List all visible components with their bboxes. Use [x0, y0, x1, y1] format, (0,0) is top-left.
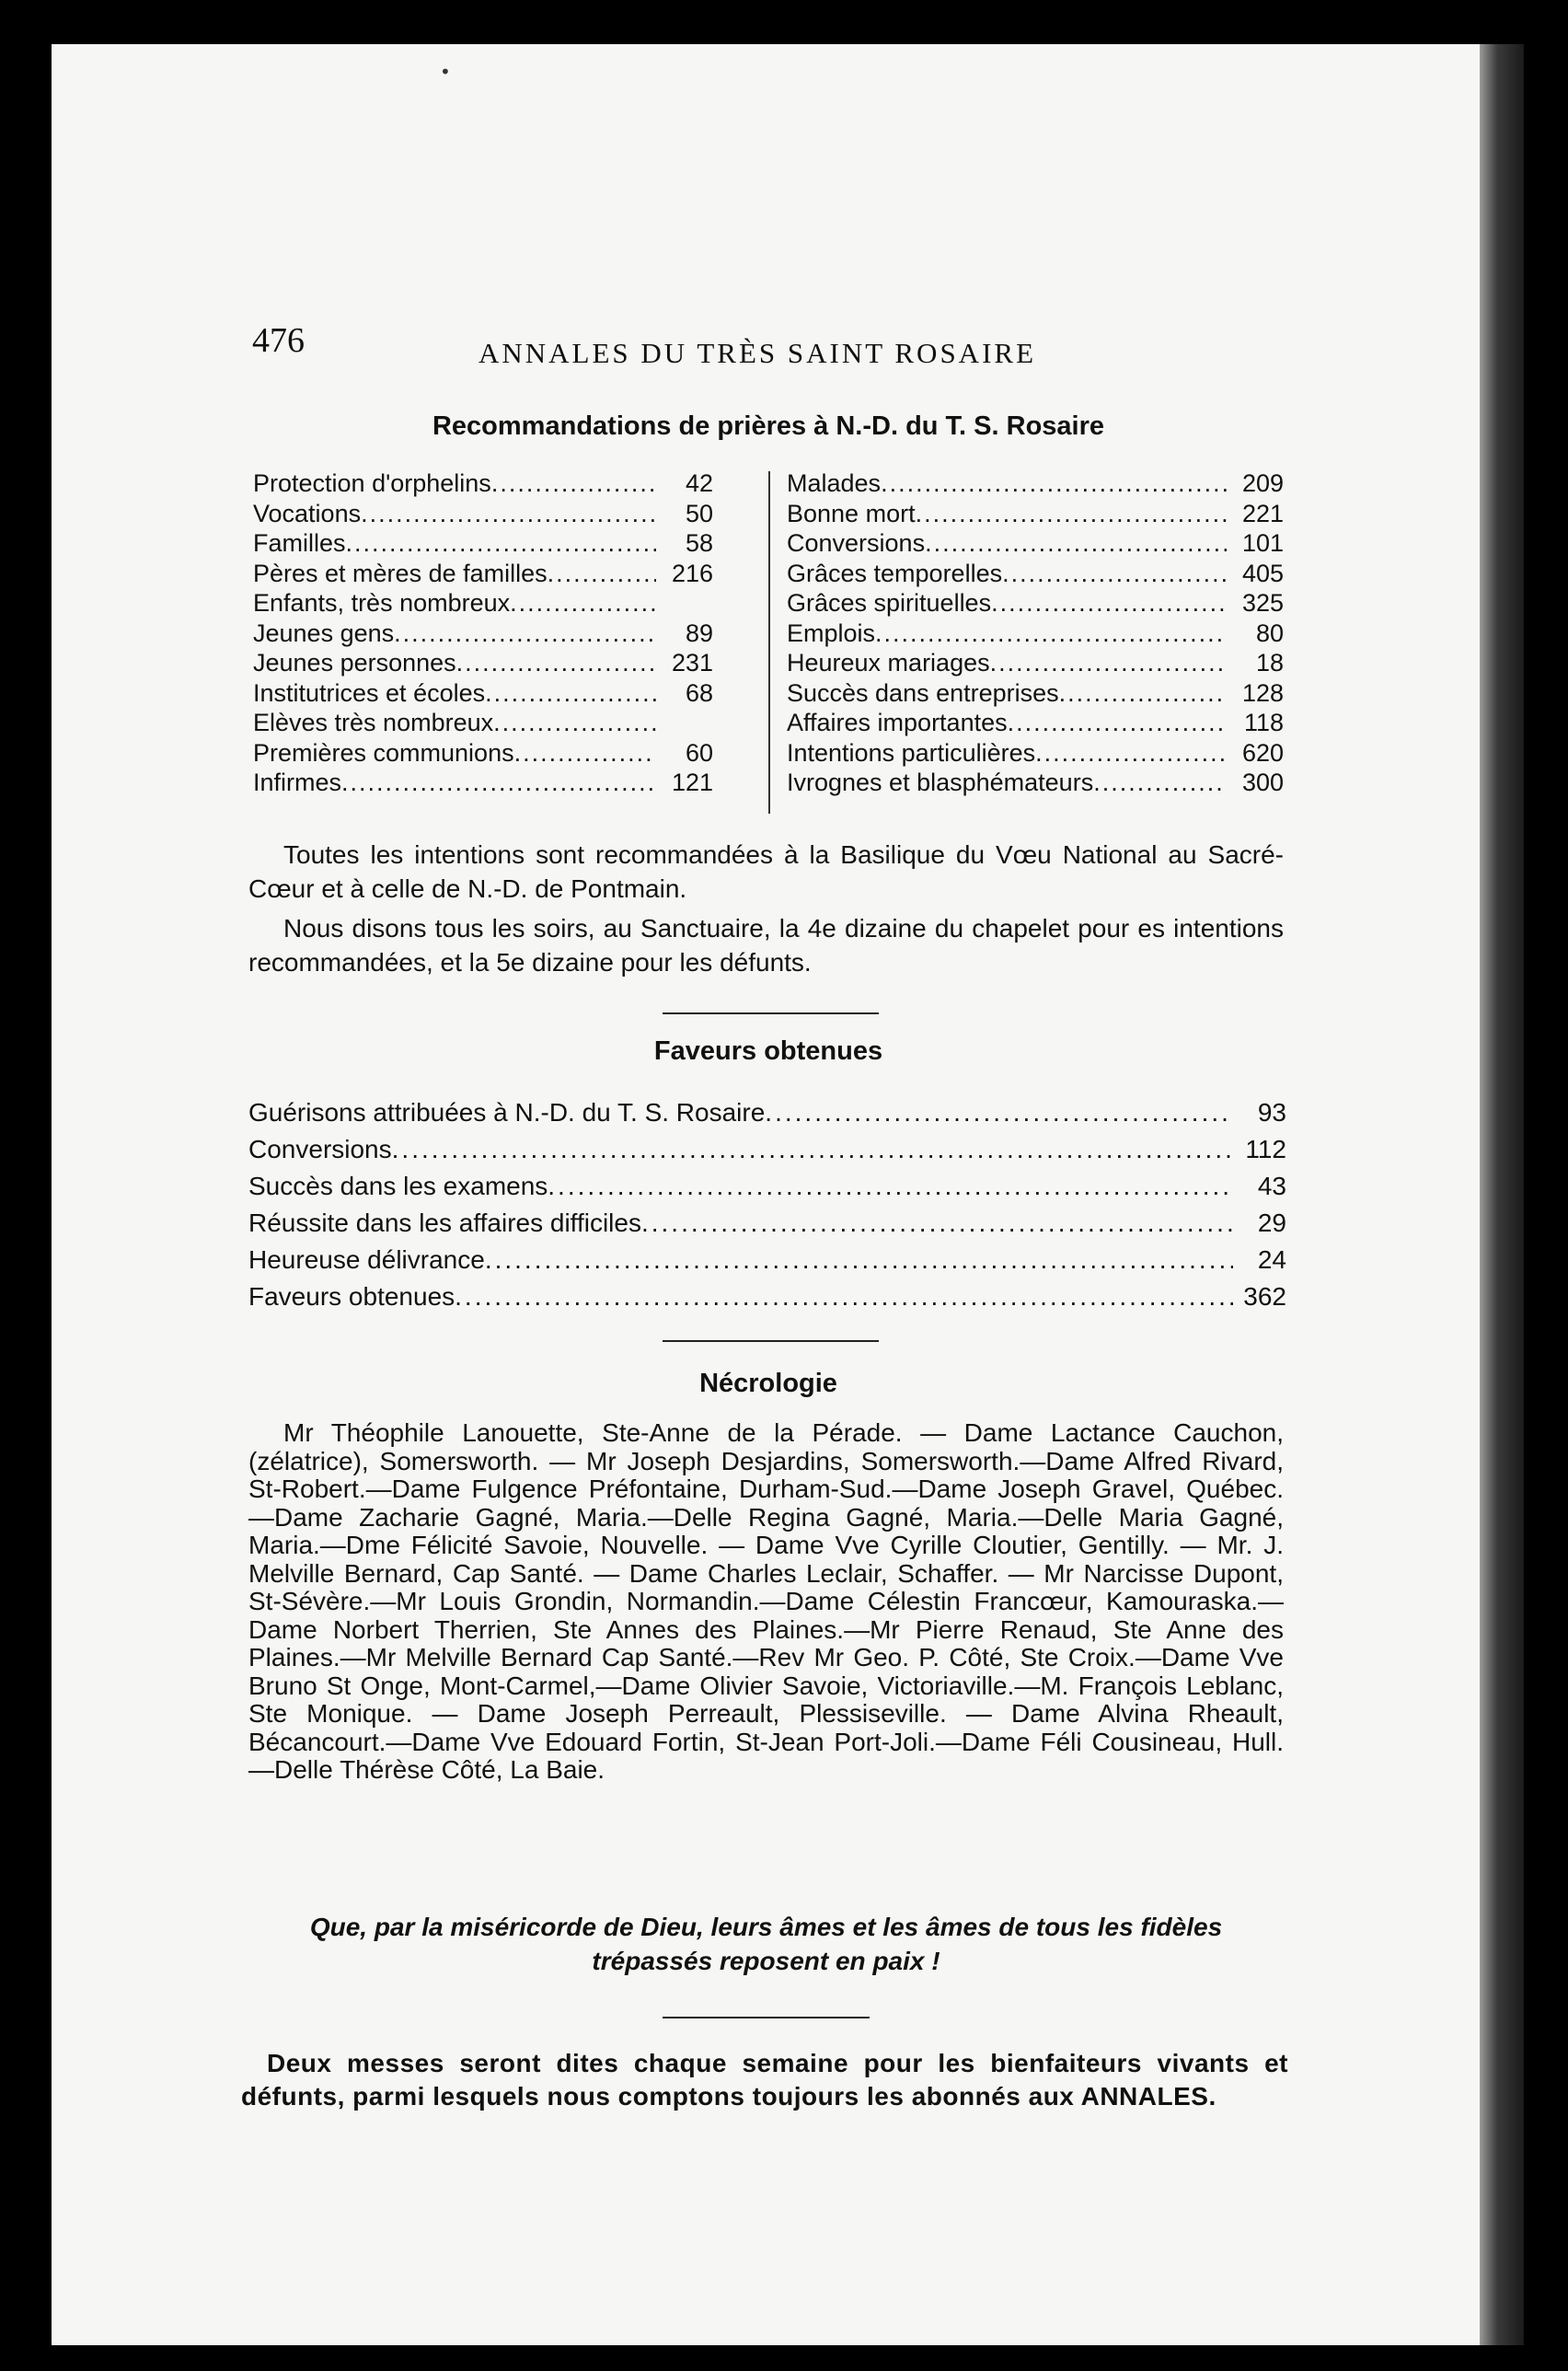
entry-label: Heureuse délivrance [248, 1245, 485, 1274]
leader-dots [392, 1135, 1233, 1172]
faveur-row [248, 1245, 1286, 1282]
leader-dots [1008, 709, 1227, 739]
entry-count: 43 [1257, 1172, 1286, 1200]
entry-count [656, 709, 713, 739]
entry-count: 300 [1241, 769, 1284, 796]
entry-label: Bonne mort [787, 499, 916, 527]
entry-label: Emplois [787, 619, 876, 647]
necrologie-heading: Nécrologie [699, 1369, 837, 1398]
leader-dots [346, 529, 656, 560]
entry-count: 50 [685, 499, 713, 527]
entry-count: 68 [685, 678, 713, 707]
entry-label: Jeunes personnes [253, 649, 456, 677]
column-divider [768, 471, 770, 814]
entry-label: Affaires importantes [787, 709, 1008, 736]
entry-label: Infirmes [253, 769, 342, 796]
recommandation-row [253, 739, 713, 769]
entry-count: 209 [1241, 469, 1284, 497]
entry-count: 112 [1245, 1135, 1286, 1163]
leader-dots [1093, 769, 1227, 799]
leader-dots [641, 1209, 1233, 1245]
entry-label: Enfants, très nombreux [253, 589, 511, 617]
section-rule [663, 1012, 879, 1014]
recommandation-row [253, 619, 713, 650]
recommandations-paragraph-1: Toutes les intentions sont recommandées à la Basilique du Vœu National au Sacré-Cœur et à celle de N.-D. de Pontmain. [248, 840, 1284, 903]
recommandation-row [787, 469, 1284, 500]
entry-label: Intentions particulières [787, 738, 1036, 767]
faveurs-heading: Faveurs obtenues [653, 1036, 883, 1066]
entry-count: 42 [685, 469, 713, 497]
entry-count: 405 [1241, 559, 1284, 587]
entry-label: Succès dans les examens [248, 1172, 548, 1200]
entry-count: 24 [1257, 1245, 1286, 1274]
leader-dots [1059, 679, 1227, 710]
leader-dots [765, 1098, 1233, 1135]
entry-label: Pères et mères de familles [253, 559, 548, 587]
entry-count: 60 [685, 738, 713, 767]
entry-count: 89 [685, 619, 713, 647]
recommandations-heading: Recommandations de prières à N.-D. du T. S. Rosaire [432, 411, 1105, 441]
leader-dots [991, 589, 1227, 619]
entry-label: Succès dans entreprises [787, 678, 1059, 707]
recommandations-right-column [787, 469, 1284, 799]
entry-label: Jeunes gens [253, 619, 395, 647]
entry-count: 221 [1241, 499, 1284, 527]
faveur-row [248, 1135, 1286, 1172]
recommandation-row [787, 619, 1284, 650]
entry-label: Réussite dans les affaires difficiles [248, 1209, 641, 1237]
book-spine-shadow [1480, 44, 1524, 2345]
section-rule [663, 2017, 870, 2018]
leader-dots [510, 589, 656, 619]
recommandation-row [787, 500, 1284, 530]
leader-dots [881, 469, 1227, 500]
recommandation-row [253, 649, 713, 679]
recommandation-row [787, 769, 1284, 799]
faveur-row [248, 1098, 1286, 1135]
recommandation-row [253, 560, 713, 590]
recommandation-row [253, 679, 713, 710]
leader-dots [1002, 560, 1227, 590]
faveur-row [248, 1172, 1286, 1209]
leader-dots [394, 619, 656, 650]
entry-label: Institutrices et écoles [253, 678, 486, 707]
leader-dots [491, 469, 656, 500]
recommandation-row [253, 469, 713, 500]
entry-count: 29 [1257, 1209, 1286, 1237]
leader-dots [1035, 739, 1227, 769]
recommandation-row [253, 589, 713, 619]
entry-count: 128 [1241, 678, 1284, 707]
leader-dots [485, 1245, 1233, 1282]
entry-label: Conversions [248, 1135, 392, 1163]
leader-dots [990, 649, 1227, 679]
faveur-row [248, 1282, 1286, 1319]
entry-count: 18 [1255, 649, 1284, 677]
recommandation-row [253, 769, 713, 799]
necrologie-text: Mr Théophile Lanouette, Ste-Anne de la Pérade. — Dame Lactance Cauchon, (zélatrice), Somersworth. — Mr Joseph Desjardins, Somersworth.—Dame Alfred Rivard, St-Robert.—Dame Fulgence Préfontaine, Durham-Sud.—Dame Joseph Gravel, Québec.—Dame Zacharie Gagné, Maria.—Delle Regina Gagné, Maria.—Delle Maria Gagné, Maria.—Dme Félicité Savoie, Nouvelle. — Dame Vve Cyrille Cloutier, Gentilly. — Mr. J. Melville Bernard, Cap Santé. — Dame Charles Leclair, Schaffer. — Mr Narcisse Dupont, St-Sévère.—Mr Louis Grondin, Normandin.—Dame Célestin Francœur, Kamouraska.—Dame Norbert Therrien, Ste Annes des Plaines.—Mr Pierre Renaud, Ste Anne des Plaines.—Mr Melville Bernard Cap Santé.—Rev Mr Geo. P. Côté, Ste Croix.—Dame Vve Bruno St Onge, Mont-Carmel,—Dame Olivier Savoie, Victoriaville.—M. François Leblanc, Ste Monique. — Dame Joseph Perreault, Plessiseville. — Dame Alvina Rheault, Bécancourt.—Dame Vve Edouard Fortin, St-Jean Port-Joli.—Dame Féli Cousineau, Hull.—Delle Thérèse Côté, La Baie. [248, 1418, 1284, 1784]
leader-dots [456, 649, 656, 679]
entry-label: Malades [787, 469, 882, 497]
entry-label: Faveurs obtenues [248, 1282, 455, 1311]
entry-count [656, 589, 713, 619]
final-notice: Deux messes seront dites chaque semaine pour les bienfaiteurs vivants et défunts, parmi lesquels nous comptons toujours les abonnés aux ANNALES. [241, 2049, 1288, 2111]
entry-count: 58 [685, 529, 713, 557]
leader-dots [875, 619, 1227, 650]
entry-count: 121 [671, 769, 713, 796]
leader-dots [548, 560, 656, 590]
entry-label: Vocations [253, 499, 362, 527]
leader-dots [925, 529, 1227, 560]
recommandation-row [787, 560, 1284, 590]
leader-dots [514, 739, 656, 769]
leader-dots [916, 500, 1227, 530]
recommandation-row [787, 739, 1284, 769]
entry-label: Conversions [787, 529, 926, 557]
entry-label: Grâces temporelles [787, 559, 1003, 587]
recommandation-row [787, 529, 1284, 560]
recommandations-paragraph-2: Nous disons tous les soirs, au Sanctuaire, la 4e dizaine du chapelet pour es intentions recommandées, et la 5e dizaine pour les défunts. [248, 914, 1284, 977]
closing-prayer: Que, par la miséricorde de Dieu, leurs âmes et les âmes de tous les fidèles trépassés reposent en paix ! [309, 1913, 1223, 1975]
faveurs-list [248, 1098, 1286, 1319]
leader-dots [548, 1172, 1233, 1209]
leader-dots [485, 679, 656, 710]
section-rule [663, 1340, 879, 1342]
entry-label: Premières communions [253, 738, 514, 767]
entry-count: 101 [1241, 529, 1284, 557]
running-title: ANNALES DU TRÈS SAINT ROSAIRE [478, 337, 1037, 369]
recommandation-row [787, 679, 1284, 710]
entry-label: Heureux mariages [787, 649, 990, 677]
scan-speck: • [440, 61, 451, 83]
recommandation-row [253, 500, 713, 530]
entry-count: 620 [1241, 738, 1284, 767]
entry-label: Ivrognes et blasphémateurs [787, 769, 1094, 796]
leader-dots [341, 769, 656, 799]
recommandations-left-column [253, 469, 713, 799]
entry-count: 93 [1257, 1098, 1286, 1127]
recommandation-row [787, 649, 1284, 679]
page-number: 476 [252, 321, 305, 360]
recommandation-row [253, 709, 713, 739]
entry-label: Familles [253, 529, 346, 557]
faveur-row [248, 1209, 1286, 1245]
entry-count: 231 [671, 649, 713, 677]
recommandation-row [253, 529, 713, 560]
entry-count: 325 [1241, 589, 1284, 617]
recommandation-row [787, 709, 1284, 739]
entry-label: Elèves très nombreux [253, 709, 494, 736]
entry-label: Grâces spirituelles [787, 589, 992, 617]
leader-dots [493, 709, 656, 739]
leader-dots [455, 1282, 1233, 1319]
entry-label: Guérisons attribuées à N.-D. du T. S. Rosaire [248, 1098, 766, 1127]
entry-count: 80 [1255, 619, 1284, 647]
leader-dots [361, 500, 656, 530]
entry-count: 362 [1243, 1282, 1286, 1311]
entry-label: Protection d'orphelins [253, 469, 491, 497]
recommandation-row [787, 589, 1284, 619]
entry-count: 118 [1243, 709, 1284, 736]
entry-count: 216 [671, 559, 713, 587]
